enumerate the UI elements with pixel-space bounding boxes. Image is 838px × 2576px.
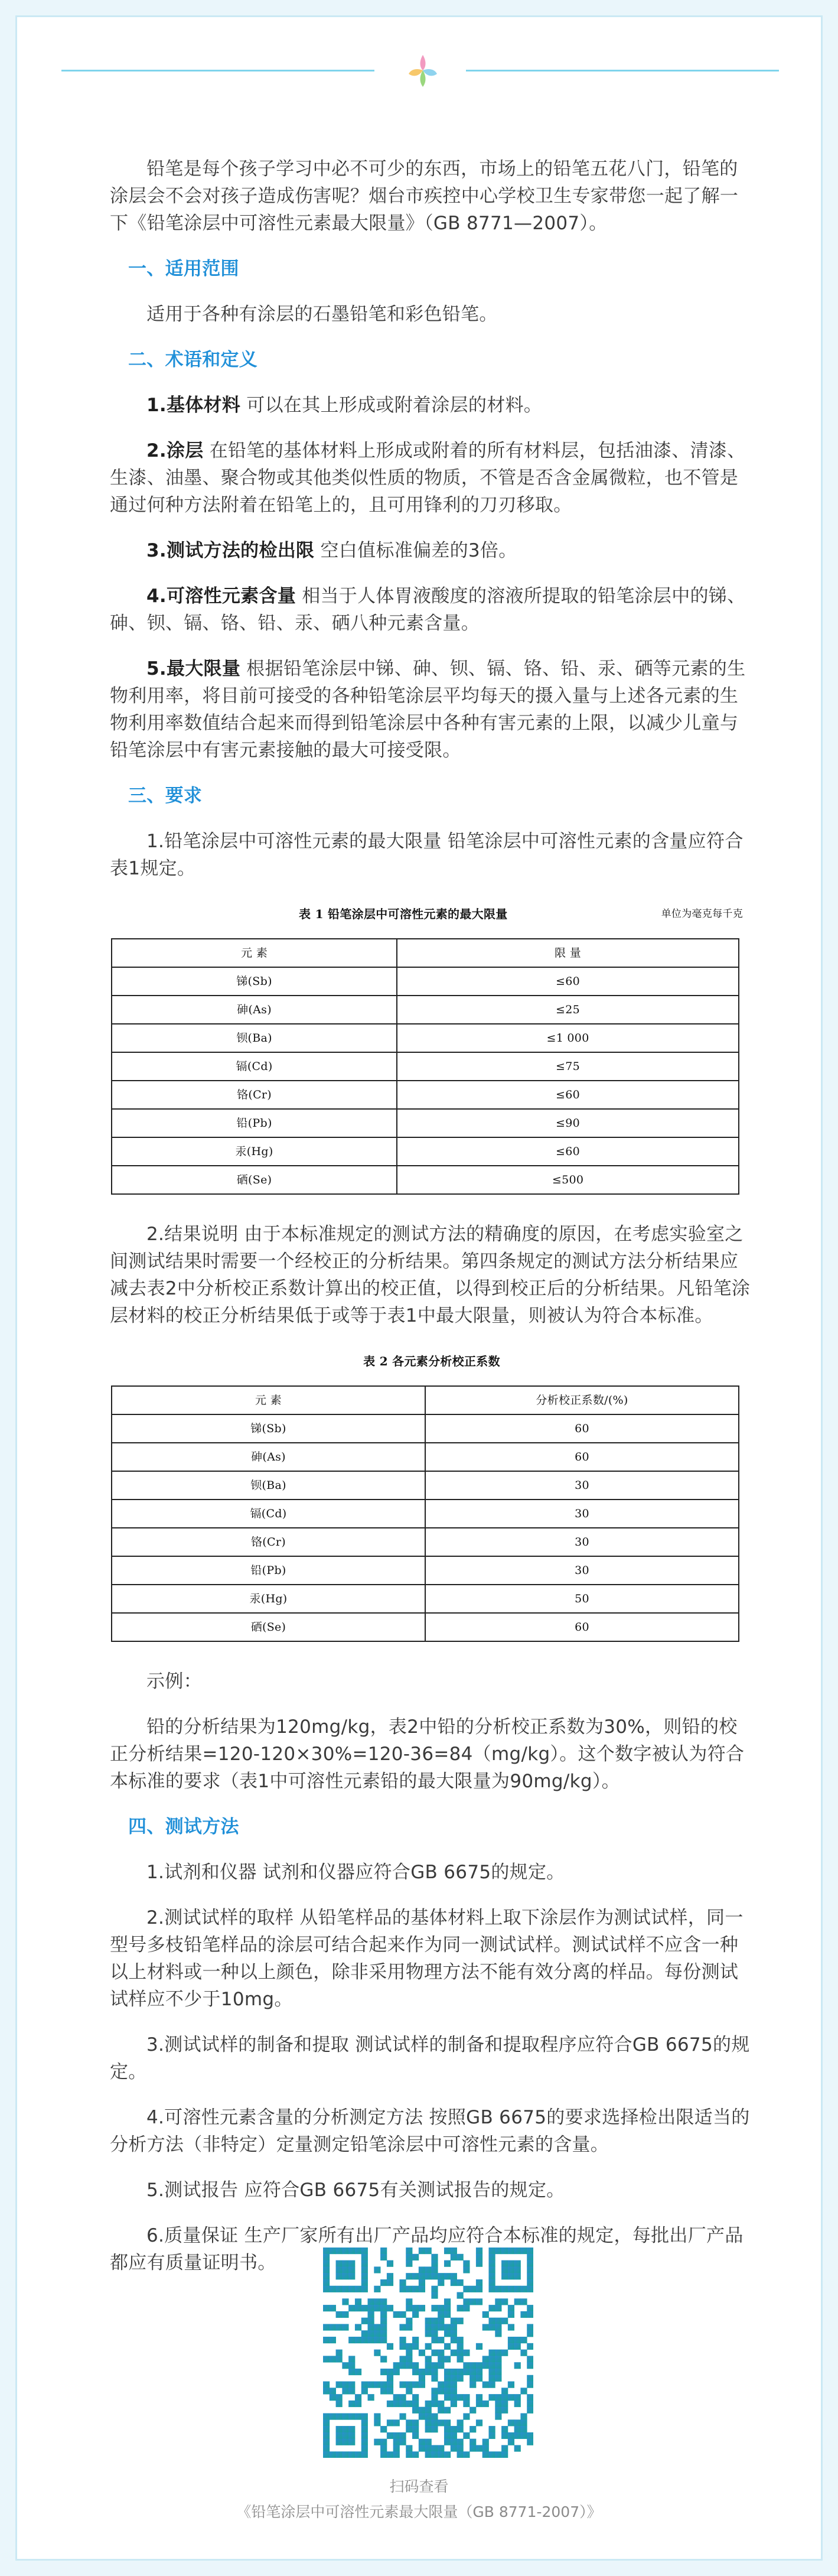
- example-paragraph: 铅的分析结果为120mg/kg，表2中铅的分析校正系数为30%，则铅的校正分析结果=120-120×30%=120-36=84（mg/kg）。这个数字被认为符合本标准的要求（表1中可溶性元素铅的最大限量为90mg/kg）。: [110, 1716, 745, 1792]
- section-heading-methods: 四、测试方法: [128, 1816, 239, 1837]
- header-divider-right: [466, 70, 779, 71]
- qr-title: 《铅笔涂层中可溶性元素最大限量（GB 8771-2007）》: [236, 2503, 602, 2520]
- definition-text: 空白值标准偏差的3倍。: [314, 540, 517, 561]
- table-row: [112, 1024, 739, 1052]
- method-paragraph: 2.测试试样的取样 从铅笔样品的基体材料上取下涂层作为测试试样，同一型号多枝铅笔样品的涂层可结合起来作为同一测试试样。测试试样不应含一种以上材料或一种以上颜色，除非采用物理方法不能有效分离的样品。每份测试试样应不少于10mg。: [110, 1907, 744, 2010]
- table-row: [112, 1500, 739, 1528]
- table-row: [112, 1613, 739, 1641]
- element-cell: 钡(Ba): [112, 1471, 425, 1500]
- definition-paragraph: [110, 437, 754, 519]
- limit-cell: ≤60: [397, 967, 739, 996]
- element-cell: 铬(Cr): [112, 1528, 425, 1556]
- table-row: [112, 1471, 739, 1500]
- element-cell: 镉(Cd): [112, 1052, 397, 1081]
- scope-paragraph: 适用于各种有涂层的石墨铅笔和彩色铅笔。: [146, 304, 498, 325]
- definition-text: 根据铅笔涂层中锑、砷、钡、镉、铬、铅、汞、硒等元素的生物利用率，将目前可接受的各种铅笔涂层平均每天的摄入量与上述各元素的生物利用率数值结合起来而得到铅笔涂层中各种有害元素的上限，以减少儿童与铅笔涂层中有害元素接触的最大可接受限。: [110, 658, 746, 761]
- table-row: [112, 996, 739, 1024]
- example-label: 示例：: [146, 1671, 202, 1692]
- table-row: [112, 1528, 739, 1556]
- table1: [111, 938, 739, 1195]
- limit-cell: ≤60: [397, 1081, 739, 1109]
- table-row: [112, 967, 739, 996]
- table2: [111, 1385, 739, 1642]
- flower-logo-icon: [406, 50, 439, 92]
- factor-cell: 60: [425, 1613, 739, 1641]
- table1-caption: 表 1 铅笔涂层中可溶性元素的最大限量: [299, 907, 508, 921]
- element-cell: 砷(As): [112, 1443, 425, 1471]
- qr-code[interactable]: [323, 2248, 533, 2458]
- definition-term: 5.最大限量: [146, 658, 241, 679]
- limit-cell: ≤75: [397, 1052, 739, 1081]
- element-cell: 铅(Pb): [112, 1109, 397, 1137]
- method-paragraph: 4.可溶性元素含量的分析测定方法 按照GB 6675的要求选择检出限适当的分析方法（非特定）定量测定铅笔涂层中可溶性元素的含量。: [110, 2107, 750, 2155]
- article-body: [110, 155, 754, 2295]
- table2-figure: [110, 1348, 754, 1642]
- limit-cell: ≤25: [397, 996, 739, 1024]
- table2-caption-row: [110, 1348, 754, 1375]
- definition-term: 3.测试方法的检出限: [146, 540, 315, 561]
- element-cell: 铅(Pb): [112, 1556, 425, 1585]
- requirement-2-paragraph: 2.结果说明 由于本标准规定的测试方法的精确度的原因，在考虑实验室之间测试结果时需要一个经校正的分析结果。第四条规定的测试方法分析结果应减去表2中分析校正系数计算出的校正值，以得到校正后的分析结果。凡铅笔涂层材料的校正分析结果低于或等于表1中最大限量，则被认为符合本标准。: [110, 1224, 751, 1326]
- table1-unit: 单位为毫克每千克: [661, 908, 743, 920]
- factor-cell: 50: [425, 1585, 739, 1613]
- definition-term: 4.可溶性元素含量: [146, 586, 296, 607]
- factor-cell: 30: [425, 1500, 739, 1528]
- definition-text: 在铅笔的基体材料上形成或附着的所有材料层，包括油漆、清漆、生漆、油墨、聚合物或其他类似性质的物质，不管是否含金属微粒，也不管是通过何种方法附着在铅笔上的，且可用锋利的刀刃移取。: [110, 440, 746, 516]
- factor-cell: 30: [425, 1471, 739, 1500]
- element-cell: 汞(Hg): [112, 1585, 425, 1613]
- section-heading-terms: 二、术语和定义: [128, 349, 258, 370]
- table-row: [112, 1585, 739, 1613]
- table-row: [112, 1166, 739, 1194]
- header-divider-left: [61, 70, 374, 71]
- article-page: [15, 15, 823, 2561]
- section-heading-requirements: 三、要求: [128, 785, 203, 806]
- definition-paragraph: [110, 392, 754, 419]
- element-cell: 锑(Sb): [112, 967, 397, 996]
- definition-term: 1.基体材料: [146, 395, 241, 416]
- table-row: [112, 1052, 739, 1081]
- table-row: [112, 1414, 739, 1443]
- factor-cell: 60: [425, 1414, 739, 1443]
- limit-cell: ≤500: [397, 1166, 739, 1194]
- method-paragraph: 3.测试试样的制备和提取 测试试样的制备和提取程序应符合GB 6675的规定。: [110, 2034, 750, 2083]
- qr-label: 扫码查看: [389, 2478, 449, 2495]
- table-row: [112, 1081, 739, 1109]
- definition-paragraph: [110, 583, 754, 637]
- table-row: [112, 1443, 739, 1471]
- table2-caption: 表 2 各元素分析校正系数: [363, 1354, 500, 1368]
- factor-cell: 30: [425, 1556, 739, 1585]
- limit-cell: ≤60: [397, 1137, 739, 1166]
- element-cell: 硒(Se): [112, 1166, 397, 1194]
- intro-paragraph: 铅笔是每个孩子学习中必不可少的东西，市场上的铅笔五花八门，铅笔的涂层会不会对孩子造成伤害呢？烟台市疾控中心学校卫生专家带您一起了解一下《铅笔涂层中可溶性元素最大限量》（GB 8771—2007）。: [110, 158, 739, 234]
- element-cell: 锑(Sb): [112, 1414, 425, 1443]
- method-paragraph: 6.质量保证 生产厂家所有出厂产品均应符合本标准的规定，每批出厂产品都应有质量证明书。: [110, 2225, 744, 2273]
- element-cell: 硒(Se): [112, 1613, 425, 1641]
- table-header-cell: 元 素: [112, 1386, 425, 1414]
- table-header-cell: 元 素: [112, 939, 397, 967]
- table-header-row: [112, 1386, 739, 1414]
- factor-cell: 30: [425, 1528, 739, 1556]
- definition-text: 可以在其上形成或附着涂层的材料。: [240, 395, 543, 416]
- definition-term: 2.涂层: [146, 440, 204, 461]
- element-cell: 汞(Hg): [112, 1137, 397, 1166]
- table1-figure: [110, 900, 754, 1195]
- limit-cell: ≤1 000: [397, 1024, 739, 1052]
- section-heading-scope: 一、适用范围: [128, 258, 239, 279]
- element-cell: 钡(Ba): [112, 1024, 397, 1052]
- element-cell: 砷(As): [112, 996, 397, 1024]
- table-row: [112, 1137, 739, 1166]
- element-cell: 镉(Cd): [112, 1500, 425, 1528]
- element-cell: 铬(Cr): [112, 1081, 397, 1109]
- table-header-cell: 限 量: [397, 939, 739, 967]
- limit-cell: ≤90: [397, 1109, 739, 1137]
- article-header: [17, 50, 821, 92]
- table-row: [112, 1556, 739, 1585]
- table-row: [112, 1109, 739, 1137]
- table1-caption-row: [110, 900, 754, 928]
- method-paragraph: 5.测试报告 应符合GB 6675有关测试报告的规定。: [146, 2180, 565, 2201]
- table-header-cell: 分析校正系数/(%): [425, 1386, 739, 1414]
- table-header-row: [112, 939, 739, 967]
- factor-cell: 60: [425, 1443, 739, 1471]
- qr-code-image: [323, 2248, 533, 2458]
- definition-paragraph: [110, 537, 754, 564]
- method-paragraph: 1.试剂和仪器 试剂和仪器应符合GB 6675的规定。: [146, 1862, 565, 1883]
- definition-paragraph: [110, 655, 754, 764]
- definition-text: 相当于人体胃液酸度的溶液所提取的铅笔涂层中的锑、砷、钡、镉、铬、铅、汞、硒八种元素含量。: [110, 586, 746, 634]
- requirement-1-paragraph: 1.铅笔涂层中可溶性元素的最大限量 铅笔涂层中可溶性元素的含量应符合表1规定。: [110, 831, 744, 879]
